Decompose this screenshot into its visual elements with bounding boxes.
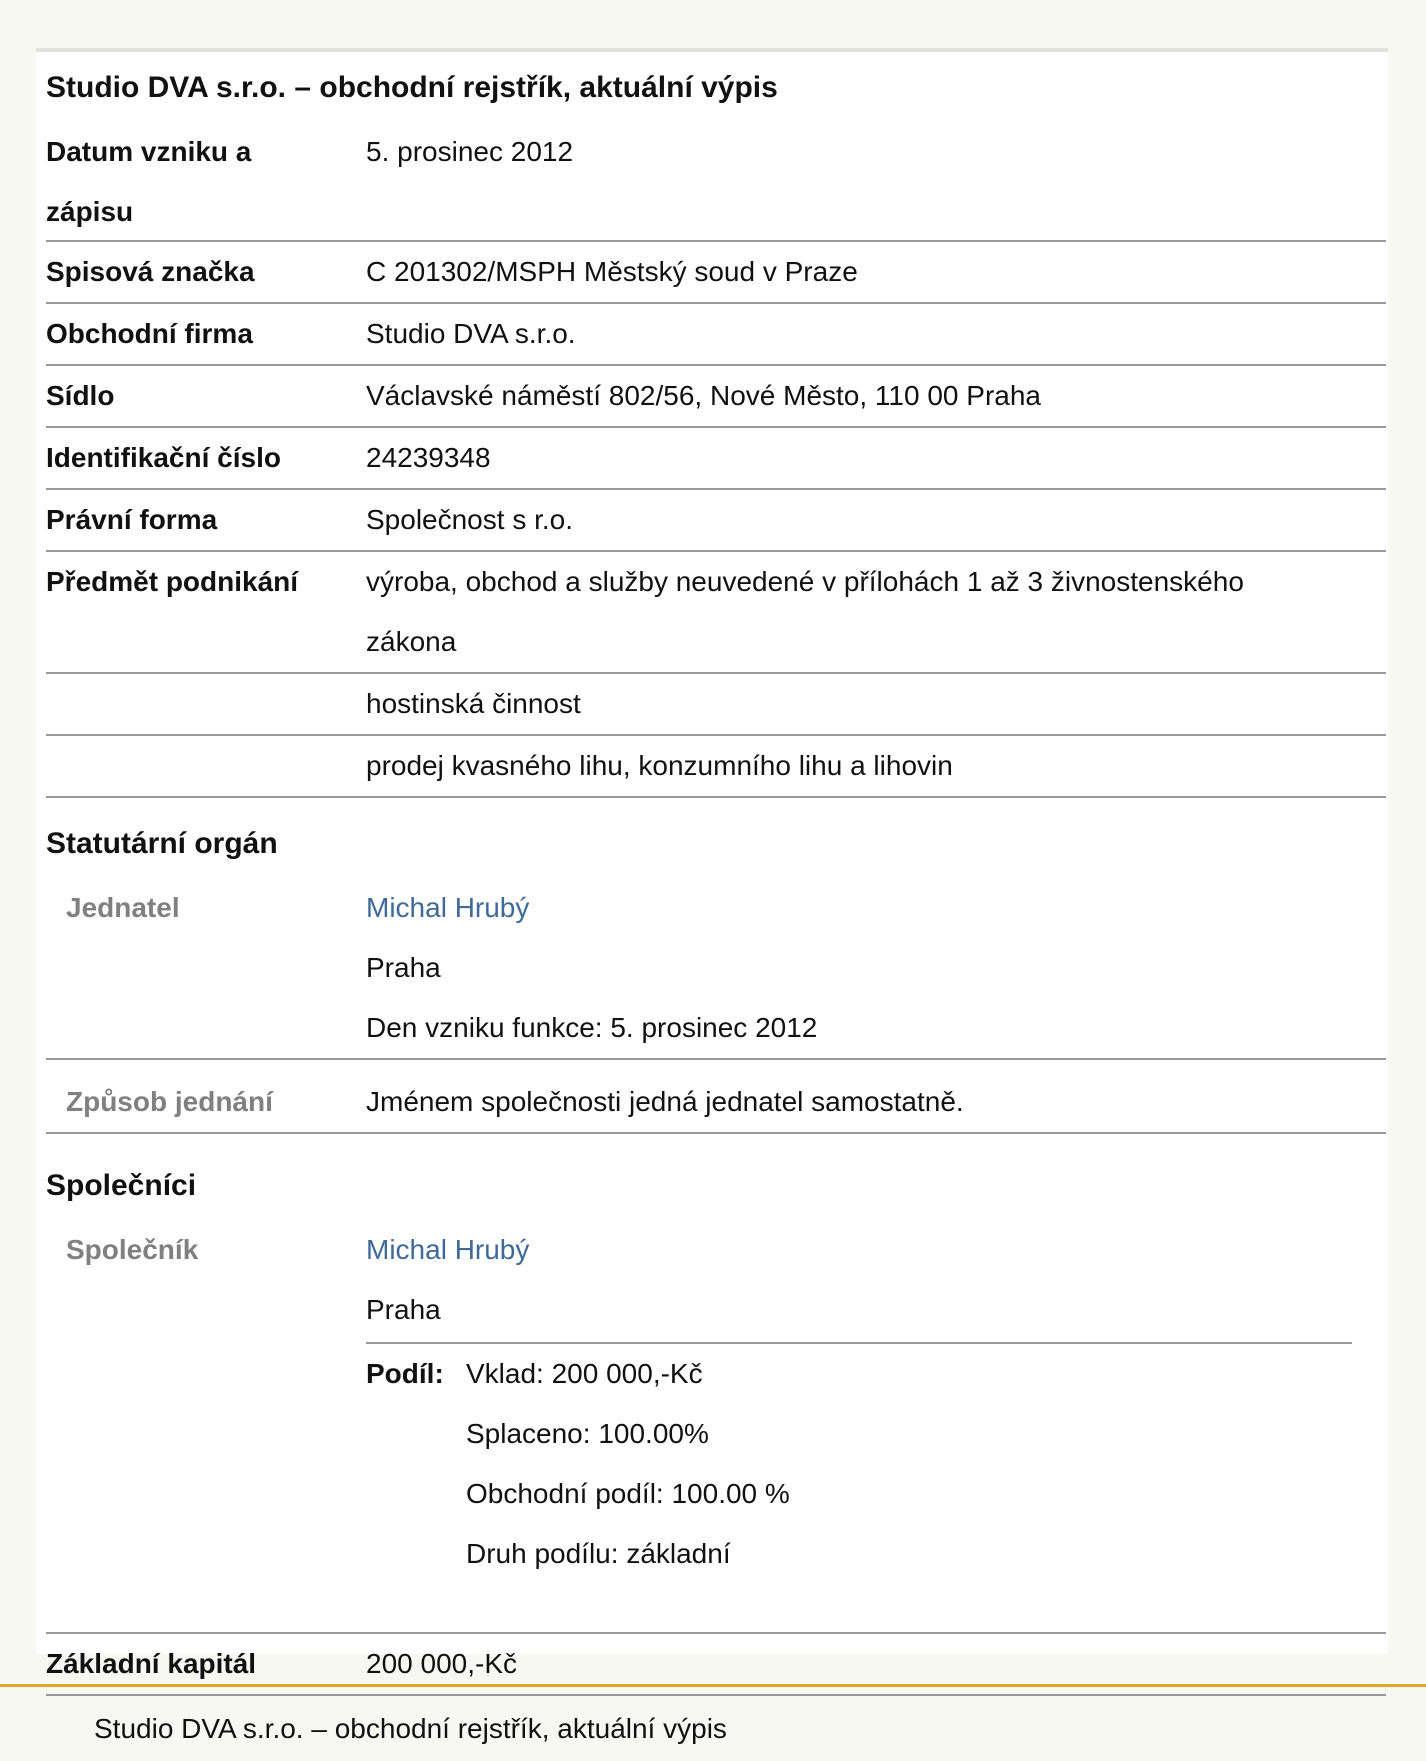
row-label: Datum vzniku a zápisu — [46, 136, 252, 227]
podil-splaceno: Splaceno: 100.00% — [466, 1418, 709, 1449]
row-spolecnik — [46, 1220, 1386, 1634]
footer-title: Studio DVA s.r.o. – obchodní rejstřík, aktuální výpis — [94, 1713, 727, 1744]
row-spisova-znacka — [46, 242, 1386, 304]
jednatel-since: Den vzniku funkce: 5. prosinec 2012 — [366, 1012, 818, 1043]
row-predmet-podnikani — [46, 552, 1386, 674]
page-footer — [0, 1684, 1426, 1761]
row-identifikacni-cislo — [46, 428, 1386, 490]
row-label: Sídlo — [46, 380, 115, 411]
row-label: Společník — [66, 1234, 199, 1265]
register-card — [36, 48, 1388, 1679]
podil-values — [466, 1344, 790, 1584]
spolecnik-name-link[interactable]: Michal Hrubý — [366, 1234, 530, 1265]
row-label: Způsob jednání — [66, 1086, 273, 1117]
jednatel-city: Praha — [366, 952, 441, 983]
podil-label: Podíl: — [366, 1358, 444, 1389]
row-value: hostinská činnost — [366, 688, 581, 719]
row-sidlo — [46, 366, 1386, 428]
row-value: 5. prosinec 2012 — [366, 136, 574, 167]
row-label: Spisová značka — [46, 256, 255, 287]
section-heading-statutarni: Statutární orgán — [46, 827, 278, 860]
row-label: Předmět podnikání — [46, 566, 299, 597]
row-value: Václavské náměstí 802/56, Nové Město, 110 00 Praha — [366, 380, 1041, 411]
row-label: Základní kapitál — [46, 1648, 257, 1679]
row-value: prodej kvasného lihu, konzumního lihu a lihovin — [366, 750, 953, 781]
row-pravni-forma — [46, 490, 1386, 552]
row-value: C 201302/MSPH Městský soud v Praze — [366, 256, 858, 287]
row-predmet-item — [46, 736, 1386, 798]
row-obchodni-firma — [46, 304, 1386, 366]
row-jednatel — [46, 878, 1386, 1060]
row-value: výroba, obchod a služby neuvedené v přílohách 1 až 3 živnostenského zákona — [366, 566, 1244, 657]
podil-druh: Druh podílu: základní — [466, 1538, 731, 1569]
row-value: Studio DVA s.r.o. — [366, 318, 576, 349]
row-label: Právní forma — [46, 504, 218, 535]
row-value: 200 000,-Kč — [366, 1648, 517, 1679]
section-heading-spolecnici: Společníci — [46, 1169, 197, 1202]
row-datum-vzniku — [46, 122, 1386, 242]
podil-obchodni: Obchodní podíl: 100.00 % — [466, 1478, 790, 1509]
row-label: Jednatel — [66, 892, 180, 923]
podil-vklad: Vklad: 200 000,-Kč — [466, 1358, 703, 1389]
row-value: 24239348 — [366, 442, 491, 473]
row-value: Jménem společnosti jedná jednatel samostatně. — [366, 1086, 964, 1117]
row-predmet-item — [46, 674, 1386, 736]
row-label: Identifikační číslo — [46, 442, 281, 473]
row-label: Obchodní firma — [46, 318, 253, 349]
row-zpusob-jednani — [46, 1072, 1386, 1134]
jednatel-name-link[interactable]: Michal Hrubý — [366, 892, 530, 923]
row-value — [366, 1220, 1366, 1340]
spolecnik-city: Praha — [366, 1294, 441, 1325]
page-title: Studio DVA s.r.o. – obchodní rejstřík, aktuální výpis — [46, 71, 778, 104]
row-value — [366, 878, 1366, 1058]
row-value: Společnost s r.o. — [366, 504, 574, 535]
